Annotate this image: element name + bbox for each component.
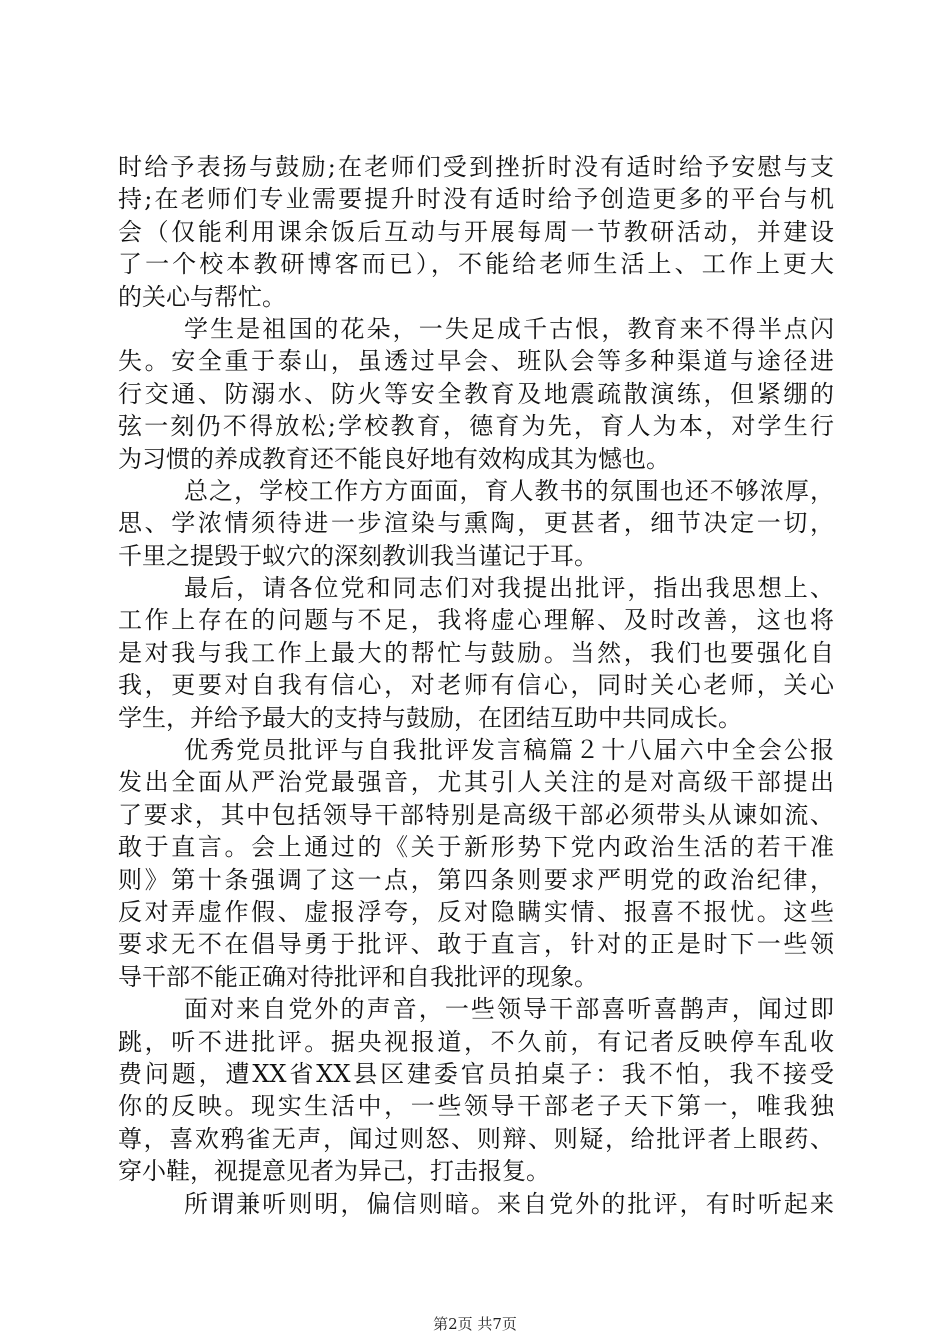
text-line: 面对来自党外的声音，一些领导干部喜听喜鹊声，闻过即 — [184, 995, 834, 1024]
text-line: 的关心与帮忙。 — [118, 282, 286, 311]
text-line: 弦一刻仍不得放松;学校教育，德育为先，育人为本，对学生行 — [118, 412, 834, 441]
text-line: 最后，请各位党和同志们对我提出批评，指出我思想上、 — [184, 574, 834, 603]
text-line: 时给予表扬与鼓励;在老师们受到挫折时没有适时给予安慰与支 — [118, 153, 834, 181]
text-line: 为习惯的养成教育还不能良好地有效构成其为憾也。 — [118, 444, 670, 473]
text-line: 学生是祖国的花朵，一失足成千古恨，教育来不得半点闪 — [184, 314, 834, 343]
text-line: 你的反映。现实生活中，一些领导干部老子天下第一，唯我独 — [118, 1092, 834, 1121]
text-line: 是对我与我工作上最大的帮忙与鼓励。当然，我们也要强化自 — [118, 638, 834, 667]
text-line: 持;在老师们专业需要提升时没有适时给予创造更多的平台与机 — [118, 185, 834, 214]
text-line: 了一个校本教研博客而已），不能给老师生活上、工作上更大 — [118, 250, 834, 279]
text-line: 了要求，其中包括领导干部特别是高级干部必须带头从谏如流、 — [118, 800, 834, 829]
text-line: 行交通、防溺水、防火等安全教育及地震疏散演练，但紧绷的 — [118, 379, 834, 408]
document-body — [118, 151, 834, 1220]
text-line: 尊，喜欢鸦雀无声，闻过则怒、则辩、则疑，给批评者上眼药、 — [118, 1124, 834, 1153]
text-line: 跳，听不进批评。据央视报道，不久前，有记者反映停车乱收 — [118, 1027, 834, 1056]
text-line: 千里之提毁于蚁穴的深刻教训我当谨记于耳。 — [118, 541, 598, 570]
text-line: 所谓兼听则明，偏信则暗。来自党外的批评，有时听起来 — [184, 1189, 834, 1218]
text-line: 费问题，遭XX省XX县区建委官员拍桌子：我不怕，我不接受 — [118, 1059, 834, 1088]
text-line: 工作上存在的问题与不足，我将虚心理解、及时改善，这也将 — [118, 606, 834, 635]
text-line: 失。安全重于泰山，虽透过早会、班队会等多种渠道与途径进 — [118, 347, 834, 376]
page-footer: 第2页 共7页 — [433, 1315, 517, 1333]
text-line: 总之，学校工作方方面面，育人教书的氛围也还不够浓厚， — [184, 476, 834, 505]
text-line: 则》第十条强调了这一点，第四条则要求严明党的政治纪律， — [118, 865, 834, 894]
text-line: 敢于直言。会上通过的《关于新形势下党内政治生活的若干准 — [118, 833, 834, 862]
text-line: 我，更要对自我有信心，对老师有信心，同时关心老师，关心 — [118, 671, 834, 700]
text-line: 发出全面从严治党最强音，尤其引人关注的是对高级干部提出 — [118, 768, 834, 797]
text-line: 优秀党员批评与自我批评发言稿篇２十八届六中全会公报 — [184, 736, 834, 765]
text-line: 反对弄虚作假、虚报浮夸，反对隐瞒实情、报喜不报忧。这些 — [118, 897, 834, 926]
text-line: 导干部不能正确对待批评和自我批评的现象。 — [118, 962, 598, 991]
text-line: 学生，并给予最大的支持与鼓励，在团结互助中共同成长。 — [118, 703, 742, 732]
text-line: 思、学浓情须待进一步渲染与熏陶，更甚者，细节决定一切， — [118, 509, 834, 538]
text-line: 要求无不在倡导勇于批评、敢于直言，针对的正是时下一些领 — [118, 930, 834, 959]
text-line: 会（仅能利用课余饭后互动与开展每周一节教研活动，并建设 — [118, 217, 834, 246]
text-line: 穿小鞋，视提意见者为异己，打击报复。 — [118, 1157, 550, 1186]
